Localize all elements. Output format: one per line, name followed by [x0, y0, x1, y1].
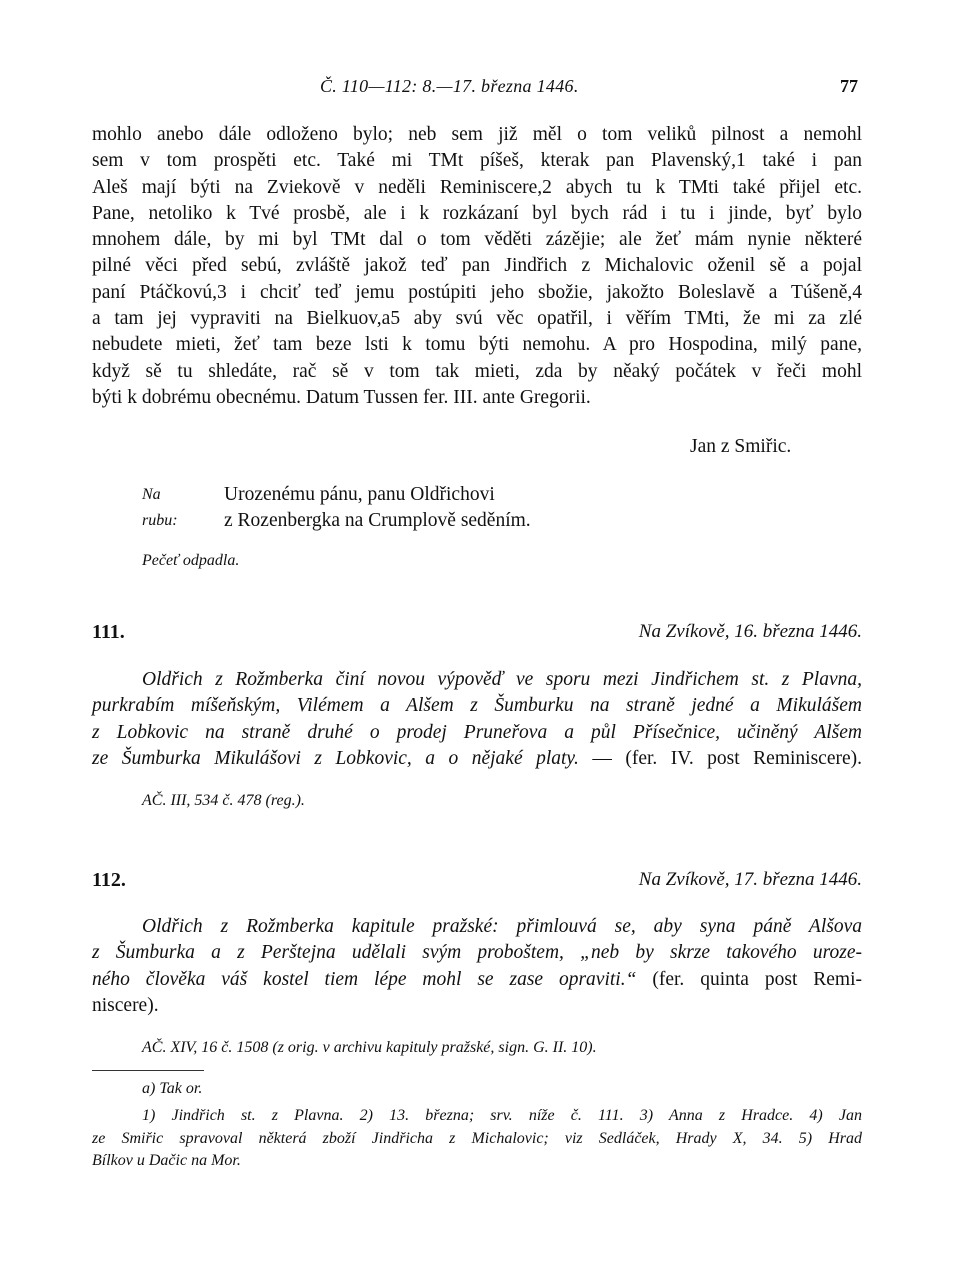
text-line: pilné věci před sebú, zvláště jakož teď pan Jindřich z Michalovic oženil sě a pojal [92, 255, 862, 277]
entry-place-date: Na Zvíkově, 16. března 1446. [638, 621, 862, 642]
footnote-rule [92, 1070, 204, 1071]
page-number: 77 [840, 76, 858, 96]
text-line: paní Ptáčkovú,3 i chciť teď jemu postúpiti jeho sbožie, jakožto Boleslavě a Túšeně,4 [92, 281, 862, 303]
entry-number: 111. [92, 621, 125, 643]
regest-line: ného člověka váš kostel tiem lépe mohl se zase opraviti.“ [92, 968, 637, 990]
text-line: když sě tu shledáte, rač sě v tom tak mieti, zda by něaký počátek v řeči mohl [92, 360, 862, 382]
regest-line: z Lobkovic na straně druhé o prodej Pruneřova a půl Přísečnice, učiněný Alšem [92, 721, 862, 743]
text-line: a tam jej vypraviti na Bielkuov,a5 aby svú věc opatřil, i věřím TMti, že mi za zlé [92, 308, 862, 330]
source-reference: AČ. III, 534 č. 478 (reg.). [142, 792, 305, 809]
letter-paragraph [92, 122, 862, 411]
verso-label: Na rubu: [142, 486, 178, 529]
text-line: Aleš mají býti na Zviekově v neděli Reminiscere,2 abych tu k TMti také přijel etc. [92, 176, 862, 198]
entry-number: 112. [92, 869, 126, 891]
running-title: Č. 110—112: 8.—17. března 1446. [320, 76, 579, 96]
seal-note: Pečeť odpadla. [142, 552, 240, 569]
text-line: Pane, netoliko k Tvé prosbě, ale i k rozkázaní byl bych rád i tu i jinde, byť bylo [92, 202, 862, 224]
critical-note: a) Tak or. [142, 1080, 203, 1097]
source-reference: AČ. XIV, 16 č. 1508 (z orig. v archivu kapituly pražské, sign. G. II. 10). [142, 1039, 597, 1056]
text-line: mohlo anebo dále odloženo bylo; neb sem již měl o tom veliků pilnost a nemohl [92, 124, 862, 145]
entry-regest [92, 914, 862, 1019]
regest-line: Oldřich z Rožmberka kapitule pražské: přimlouvá se, aby syna páně Alšova [142, 916, 862, 937]
regest-line: purkrabím míšeňským, Vilémem a Alšem z Šumburku na straně jedné a Mikulášem [92, 695, 862, 717]
regest-line: ze Šumburka Mikulášovi z Lobkovic, a o nějaké platy. [92, 747, 579, 769]
text-line: sem v tom prospěti etc. Také mi TMt píšeš, kterak pan Plavenský,1 také i pan [92, 150, 862, 172]
page-header [92, 76, 862, 100]
regest-line: Oldřich z Rožmberka činí novou výpověď ve sporu mezi Jindřichem st. z Plavna, [142, 669, 862, 690]
regest-date-note: — (fer. IV. post Reminiscere). [592, 747, 862, 769]
footnotes [92, 1105, 862, 1173]
entry-regest [92, 667, 862, 772]
letter-body [92, 122, 862, 411]
address-line: Urozenému pánu, panu Oldřichovi [224, 484, 495, 505]
regest-line: z Šumburka a z Perštejna udělali svým proboštem, „neb by skrze takového uroze- [92, 942, 862, 964]
text-line: mnohem dále, by mi byl TMt dal o tom věděti zázějie; ale žeť mám nynie některé [92, 229, 862, 251]
address-block [224, 482, 531, 534]
regest-line: niscere). [92, 994, 159, 1016]
entry-place-date: Na Zvíkově, 17. března 1446. [638, 869, 862, 890]
text-line: býti k dobrému obecnému. Datum Tussen fer. III. ante Gregorii. [92, 386, 591, 408]
footnote-line: 1) Jindřich st. z Plavna. 2) 13. března; srv. níže č. 111. 3) Anna z Hradce. 4) Jan [142, 1107, 862, 1124]
address-line: z Rozenbergka na Crumplově seděním. [224, 510, 531, 531]
regest-date-note: (fer. quinta post Remi- [652, 968, 863, 990]
footnote-line: Bílkov u Dačic na Mor. [92, 1152, 241, 1169]
text-line: nebudete mieti, žeť tam beze lsti k tomu býti nemohu. A pro Hospodina, milý pane, [92, 334, 862, 356]
signature: Jan z Smiřic. [690, 436, 792, 457]
footnote-line: ze Smiřic spravoval některá zboží Jindřicha z Michalovic; viz Sedláček, Hrady X, 34. 5) Hrad [92, 1129, 862, 1147]
